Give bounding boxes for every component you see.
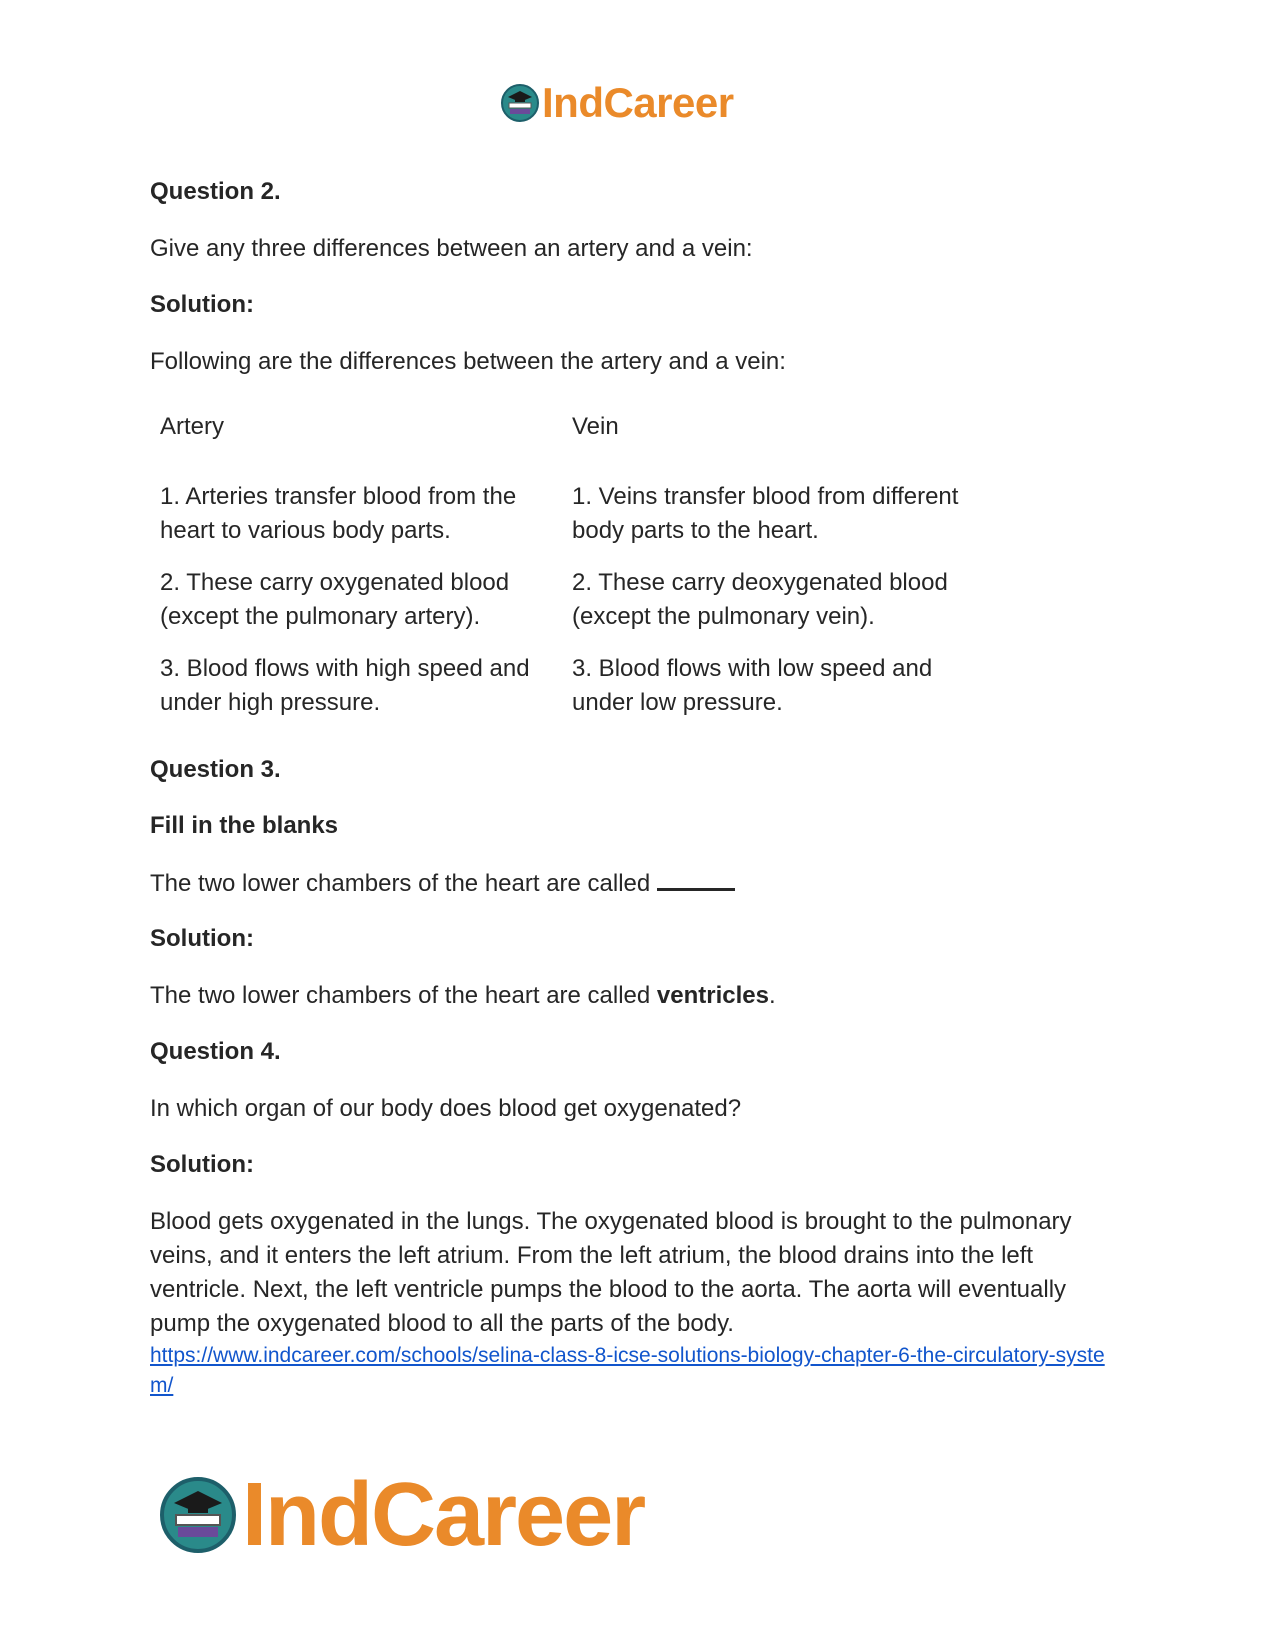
question-3-answer-keyword: ventricles: [656, 982, 769, 1009]
question-4-text: In which organ of our body does blood get oxygenated?: [150, 1095, 742, 1122]
question-3-solution-label: Solution:: [150, 925, 254, 952]
table-cell-artery-1: 1. Arteries transfer blood from the heart to various body parts.: [160, 483, 517, 544]
question-4-solution-label: Solution:: [150, 1151, 254, 1178]
question-3-subheading: Fill in the blanks: [150, 812, 339, 839]
table-cell-vein-1: 1. Veins transfer blood from different body parts to the heart.: [572, 483, 959, 544]
footer-logo: [158, 1465, 645, 1565]
question-4-heading: Question 4.: [150, 1038, 281, 1065]
table-header-vein: Vein: [572, 413, 619, 440]
graduation-cap-books-globe-icon: [500, 83, 540, 123]
fill-in-blank-line: [657, 866, 735, 891]
question-3-answer: [150, 979, 776, 1013]
brand-name: IndCareer: [542, 79, 734, 126]
brand-name-footer: IndCareer: [242, 1465, 645, 1565]
question-4-answer: Blood gets oxygenated in the lungs. The oxygenated blood is brought to the pulmonary veins, and it enters the left atrium. From the left atrium, the blood drains into the left ventricle. Next, the left ventricle pumps the blood to the aorta. The aorta will eventually pump the oxygenated blood to all the parts of the body.: [150, 1208, 1072, 1337]
question-3-text: [150, 866, 735, 901]
question-3-answer-suffix: .: [769, 982, 776, 1009]
question-3-answer-prefix: The two lower chambers of the heart are called: [150, 982, 651, 1009]
table-cell-vein-2: 2. These carry deoxygenated blood (except the pulmonary vein).: [572, 569, 948, 630]
question-2-heading: Question 2.: [150, 178, 281, 205]
question-2-text: Give any three differences between an artery and a vein:: [150, 235, 753, 262]
table-cell-artery-3: 3. Blood flows with high speed and under high pressure.: [160, 655, 530, 716]
question-2-solution-label: Solution:: [150, 291, 254, 318]
header-logo: [500, 80, 734, 126]
source-link[interactable]: https://www.indcareer.com/schools/selina-class-8-icse-solutions-biology-chapter-6-the-circulatory-system/: [150, 1344, 1105, 1397]
question-3-text-content: The two lower chambers of the heart are called: [150, 870, 651, 897]
question-3-heading: Question 3.: [150, 756, 281, 783]
graduation-cap-books-globe-icon: [158, 1475, 238, 1555]
table-header-artery: Artery: [160, 413, 225, 440]
table-cell-artery-2: 2. These carry oxygenated blood (except the pulmonary artery).: [160, 569, 510, 630]
question-2-solution-intro: Following are the differences between the artery and a vein:: [150, 348, 786, 375]
table-cell-vein-3: 3. Blood flows with low speed and under low pressure.: [572, 655, 933, 716]
